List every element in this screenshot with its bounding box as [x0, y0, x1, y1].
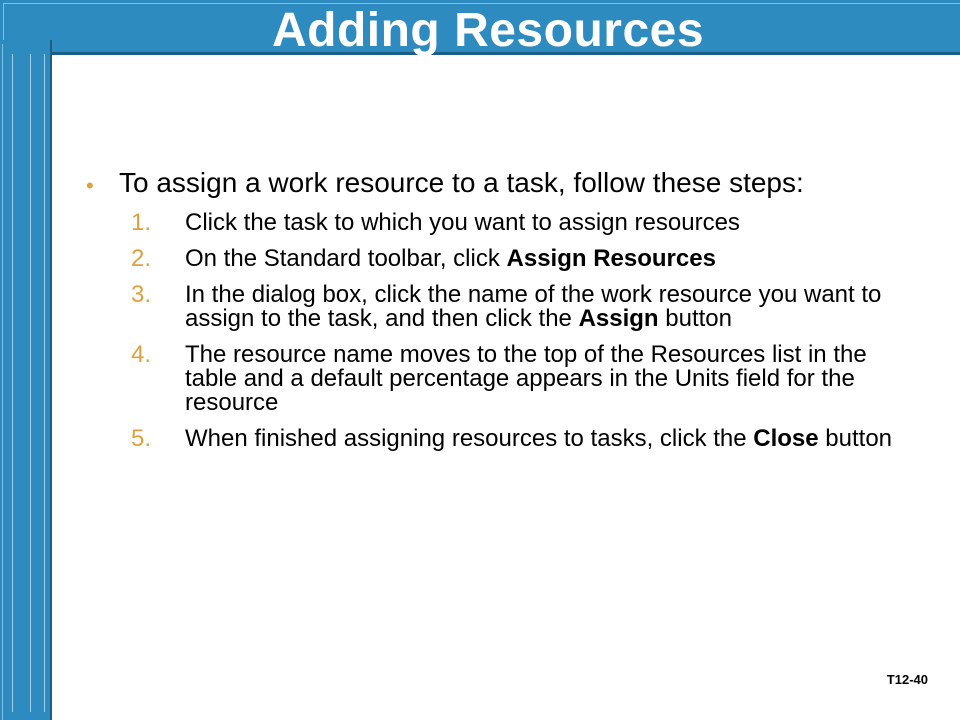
- intro-bullet: [86, 168, 916, 197]
- step-item: [86, 211, 916, 235]
- step-text-part: When finished assigning resources to tasks, click the: [185, 425, 754, 452]
- step-text: [185, 247, 916, 271]
- step-number: 5.: [131, 425, 152, 452]
- step-number: 1.: [131, 209, 152, 236]
- left-frame-stripe: [44, 54, 45, 712]
- step-text-part: The resource name moves to the top of the Resources list in the table and a default percentage appears in the Units field for the resource: [185, 341, 867, 416]
- slide-title: Adding Resources: [271, 4, 705, 57]
- step-number: 3.: [131, 281, 152, 308]
- step-text: [185, 343, 916, 415]
- step-text-part: Click the task to which you want to assign resources: [185, 209, 740, 236]
- left-frame-edge: [2, 44, 3, 720]
- step-emphasis: Close: [753, 425, 819, 452]
- step-item: [86, 283, 916, 331]
- step-item: [86, 343, 916, 415]
- step-text-part: On the Standard toolbar, click: [185, 245, 507, 272]
- step-text: [185, 283, 916, 331]
- step-emphasis: Assign Resources: [506, 245, 716, 272]
- steps-list: [86, 211, 916, 451]
- left-frame-stripe: [30, 54, 31, 712]
- step-text: [185, 211, 916, 235]
- intro-text: To assign a work resource to a task, follow these steps:: [119, 167, 804, 198]
- step-number: 4.: [131, 341, 152, 368]
- step-number: 2.: [131, 245, 152, 272]
- step-text-part: In the dialog box, click the name of the work resource you want to assign to the task, and then click the: [185, 281, 882, 332]
- left-frame-bar: [0, 40, 52, 720]
- step-text-part: button: [658, 305, 732, 332]
- step-emphasis: Assign: [578, 305, 659, 332]
- step-text: [185, 427, 916, 451]
- step-item: [86, 247, 916, 271]
- slide-body: [86, 168, 916, 463]
- bullet-icon: •: [86, 173, 94, 198]
- slide-number: T12-40: [886, 672, 928, 687]
- step-item: [86, 427, 916, 451]
- left-frame-stripe: [12, 54, 13, 712]
- step-text-part: button: [818, 425, 893, 452]
